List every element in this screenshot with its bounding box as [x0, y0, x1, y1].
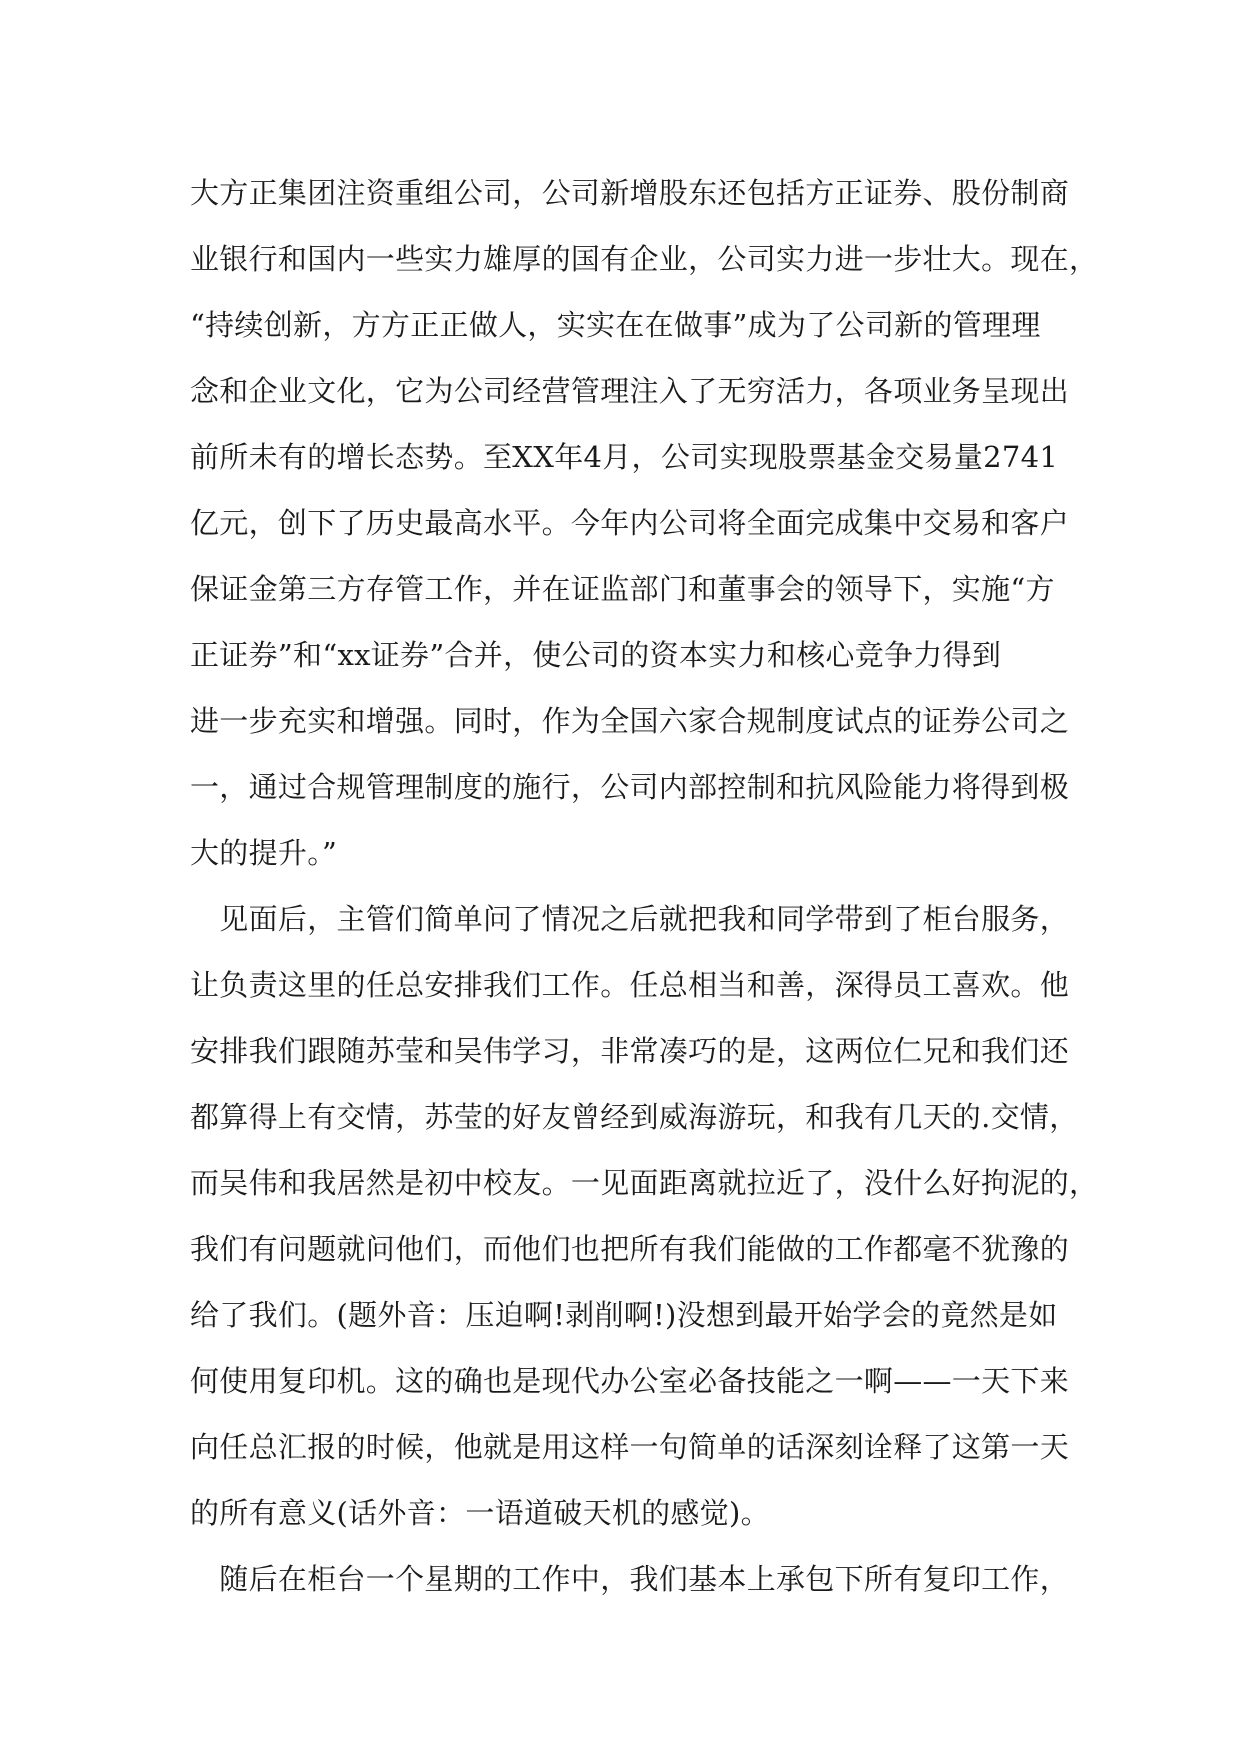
- text-line: 念和企业文化，它为公司经营管理注入了无穷活力，各项业务呈现出: [190, 374, 1070, 408]
- text-line: 业银行和国内一些实力雄厚的国有企业，公司实力进一步壮大。现在，: [190, 242, 1099, 276]
- text-line: 保证金第三方存管工作，并在证监部门和董事会的领导下，实施“方: [190, 572, 1055, 606]
- text-line: 何使用复印机。这的确也是现代办公室必备技能之一啊——一天下来: [190, 1364, 1070, 1398]
- text-line: 而吴伟和我居然是初中校友。一见面距离就拉近了，没什么好拘泥的，: [190, 1166, 1099, 1200]
- text-line: 一，通过合规管理制度的施行，公司内部控制和抗风险能力将得到极: [190, 770, 1070, 804]
- text-line: 向任总汇报的时候，他就是用这样一句简单的话深刻诠释了这第一天: [190, 1430, 1070, 1464]
- text-line: 给了我们。(题外音：压迫啊!剥削啊!)没想到最开始学会的竟然是如: [190, 1298, 1058, 1332]
- text-line: 进一步充实和增强。同时，作为全国六家合规制度试点的证券公司之: [190, 704, 1070, 738]
- text-line: 大的提升。”: [190, 836, 338, 870]
- text-line: 我们有问题就问他们，而他们也把所有我们能做的工作都毫不犹豫的: [190, 1232, 1070, 1266]
- text-line: 的所有意义(话外音：一语道破天机的感觉)。: [190, 1496, 770, 1530]
- text-line: 随后在柜台一个星期的工作中，我们基本上承包下所有复印工作，: [190, 1562, 1070, 1596]
- text-line: “持续创新，方方正正做人，实实在在做事”成为了公司新的管理理: [190, 308, 1041, 342]
- text-line: 前所未有的增长态势。至XX年4月，公司实现股票基金交易量2741: [190, 440, 1059, 474]
- text-line: 都算得上有交情，苏莹的好友曾经到威海游玩，和我有几天的.交情，: [190, 1100, 1079, 1134]
- text-line: 见面后，主管们简单问了情况之后就把我和同学带到了柜台服务，: [190, 902, 1070, 936]
- text-line: 正证券”和“xx证券”合并，使公司的资本实力和核心竞争力得到: [190, 638, 1002, 672]
- text-line: 让负责这里的任总安排我们工作。任总相当和善，深得员工喜欢。他: [190, 968, 1070, 1002]
- body-text: [190, 160, 1099, 1612]
- text-line: 亿元，创下了历史最高水平。今年内公司将全面完成集中交易和客户: [190, 506, 1070, 540]
- text-line: 大方正集团注资重组公司，公司新增股东还包括方正证券、股份制商: [190, 176, 1070, 210]
- text-line: 安排我们跟随苏莹和吴伟学习，非常凑巧的是，这两位仁兄和我们还: [190, 1034, 1070, 1068]
